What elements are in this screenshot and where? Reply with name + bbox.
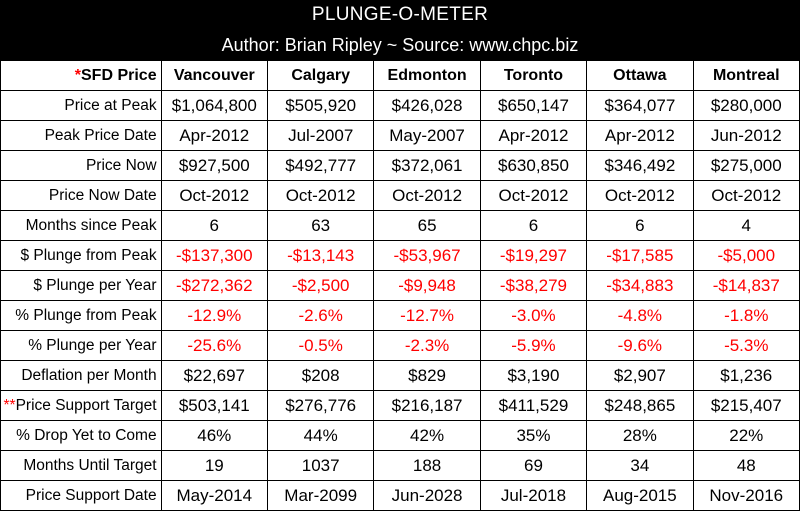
value-cell: 28%	[587, 421, 693, 451]
row-label-cell	[1, 391, 162, 421]
value-cell: $208	[267, 361, 373, 391]
value-cell: 42%	[374, 421, 480, 451]
header-label-cell	[1, 61, 162, 91]
value-cell: $411,529	[480, 391, 586, 421]
row-label-cell	[1, 361, 162, 391]
table-row	[1, 331, 800, 361]
value-cell: Apr-2012	[587, 121, 693, 151]
row-label: Deflation per Month	[21, 366, 157, 384]
table-row	[1, 211, 800, 241]
value-cell: Jul-2007	[267, 121, 373, 151]
table-row	[1, 391, 800, 421]
value-cell: $280,000	[693, 91, 799, 121]
value-cell: $215,407	[693, 391, 799, 421]
value-cell: $650,147	[480, 91, 586, 121]
value-cell: $2,907	[587, 361, 693, 391]
table-row	[1, 241, 800, 271]
value-cell: $275,000	[693, 151, 799, 181]
row-label-cell	[1, 451, 162, 481]
value-cell: $1,064,800	[161, 91, 267, 121]
row-label: % Plunge per Year	[28, 336, 157, 354]
row-label-cell	[1, 151, 162, 181]
row-label: Price Support Date	[25, 486, 157, 504]
table-row	[1, 481, 800, 511]
city-header: Calgary	[267, 61, 373, 91]
value-cell: $3,190	[480, 361, 586, 391]
value-cell: 6	[161, 211, 267, 241]
value-cell: -12.9%	[161, 301, 267, 331]
value-cell: -4.8%	[587, 301, 693, 331]
table-row	[1, 151, 800, 181]
header-label: SFD Price	[81, 66, 157, 84]
value-cell: Apr-2012	[161, 121, 267, 151]
value-cell: Oct-2012	[267, 181, 373, 211]
value-cell: $829	[374, 361, 480, 391]
value-cell: Jun-2012	[693, 121, 799, 151]
row-label: % Drop Yet to Come	[16, 426, 157, 444]
value-cell: 44%	[267, 421, 373, 451]
value-cell: -$17,585	[587, 241, 693, 271]
value-cell: 65	[374, 211, 480, 241]
city-header: Ottawa	[587, 61, 693, 91]
value-cell: -$2,500	[267, 271, 373, 301]
table-row	[1, 451, 800, 481]
table-row	[1, 361, 800, 391]
row-label-cell	[1, 241, 162, 271]
value-cell: 35%	[480, 421, 586, 451]
value-cell: 69	[480, 451, 586, 481]
value-cell: 6	[587, 211, 693, 241]
row-label-cell	[1, 181, 162, 211]
table-row	[1, 121, 800, 151]
value-cell: -$272,362	[161, 271, 267, 301]
footnote-marker: *	[74, 66, 81, 84]
value-cell: Oct-2012	[161, 181, 267, 211]
value-cell: 46%	[161, 421, 267, 451]
value-cell: -$5,000	[693, 241, 799, 271]
value-cell: 188	[374, 451, 480, 481]
value-cell: 4	[693, 211, 799, 241]
value-cell: -$38,279	[480, 271, 586, 301]
value-cell: Oct-2012	[693, 181, 799, 211]
value-cell: -0.5%	[267, 331, 373, 361]
value-cell: 34	[587, 451, 693, 481]
header-row	[1, 61, 800, 91]
row-label: Price Now	[85, 156, 157, 174]
table-row	[1, 181, 800, 211]
value-cell: $276,776	[267, 391, 373, 421]
footnote-marker: **	[3, 396, 16, 414]
city-header: Edmonton	[374, 61, 480, 91]
value-cell: -$137,300	[161, 241, 267, 271]
value-cell: -$14,837	[693, 271, 799, 301]
value-cell: -$9,948	[374, 271, 480, 301]
value-cell: Oct-2012	[480, 181, 586, 211]
row-label: $ Plunge from Peak	[20, 246, 157, 264]
value-cell: $216,187	[374, 391, 480, 421]
table-row	[1, 271, 800, 301]
value-cell: -$13,143	[267, 241, 373, 271]
row-label-cell	[1, 301, 162, 331]
value-cell: $372,061	[374, 151, 480, 181]
row-label-cell	[1, 211, 162, 241]
value-cell: 1037	[267, 451, 373, 481]
value-cell: 48	[693, 451, 799, 481]
value-cell: $630,850	[480, 151, 586, 181]
value-cell: $927,500	[161, 151, 267, 181]
value-cell: $1,236	[693, 361, 799, 391]
value-cell: $505,920	[267, 91, 373, 121]
value-cell: 22%	[693, 421, 799, 451]
value-cell: -3.0%	[480, 301, 586, 331]
value-cell: Aug-2015	[587, 481, 693, 511]
table-row	[1, 301, 800, 331]
value-cell: Apr-2012	[480, 121, 586, 151]
value-cell: -$34,883	[587, 271, 693, 301]
value-cell: -2.3%	[374, 331, 480, 361]
row-label: Months Until Target	[23, 456, 157, 474]
value-cell: -2.6%	[267, 301, 373, 331]
value-cell: $364,077	[587, 91, 693, 121]
value-cell: -5.3%	[693, 331, 799, 361]
value-cell: May-2014	[161, 481, 267, 511]
value-cell: -1.8%	[693, 301, 799, 331]
page-title: PLUNGE-O-METER	[0, 0, 800, 30]
value-cell: -9.6%	[587, 331, 693, 361]
city-header: Toronto	[480, 61, 586, 91]
value-cell: Mar-2099	[267, 481, 373, 511]
value-cell: $248,865	[587, 391, 693, 421]
value-cell: May-2007	[374, 121, 480, 151]
row-label: $ Plunge per Year	[33, 276, 157, 294]
row-label-cell	[1, 121, 162, 151]
row-label: Price at Peak	[64, 96, 157, 114]
value-cell: -12.7%	[374, 301, 480, 331]
row-label: % Plunge from Peak	[15, 306, 157, 324]
value-cell: -25.6%	[161, 331, 267, 361]
value-cell: Oct-2012	[587, 181, 693, 211]
value-cell: $346,492	[587, 151, 693, 181]
row-label: Price Support Target	[15, 396, 157, 414]
city-header: Vancouver	[161, 61, 267, 91]
row-label: Months since Peak	[25, 216, 157, 234]
value-cell: Jun-2028	[374, 481, 480, 511]
row-label-cell	[1, 421, 162, 451]
row-label-cell	[1, 271, 162, 301]
table-row	[1, 91, 800, 121]
value-cell: Nov-2016	[693, 481, 799, 511]
table-row	[1, 421, 800, 451]
value-cell: $492,777	[267, 151, 373, 181]
row-label: Price Now Date	[48, 186, 157, 204]
page-subtitle: Author: Brian Ripley ~ Source: www.chpc.biz	[0, 30, 800, 60]
value-cell: -$53,967	[374, 241, 480, 271]
city-header: Montreal	[693, 61, 799, 91]
value-cell: $22,697	[161, 361, 267, 391]
row-label-cell	[1, 91, 162, 121]
value-cell: $503,141	[161, 391, 267, 421]
value-cell: 63	[267, 211, 373, 241]
value-cell: -$19,297	[480, 241, 586, 271]
price-table	[0, 60, 800, 511]
value-cell: $426,028	[374, 91, 480, 121]
value-cell: -5.9%	[480, 331, 586, 361]
row-label: Peak Price Date	[44, 126, 157, 144]
value-cell: 6	[480, 211, 586, 241]
value-cell: 19	[161, 451, 267, 481]
value-cell: Oct-2012	[374, 181, 480, 211]
row-label-cell	[1, 331, 162, 361]
row-label-cell	[1, 481, 162, 511]
value-cell: Jul-2018	[480, 481, 586, 511]
